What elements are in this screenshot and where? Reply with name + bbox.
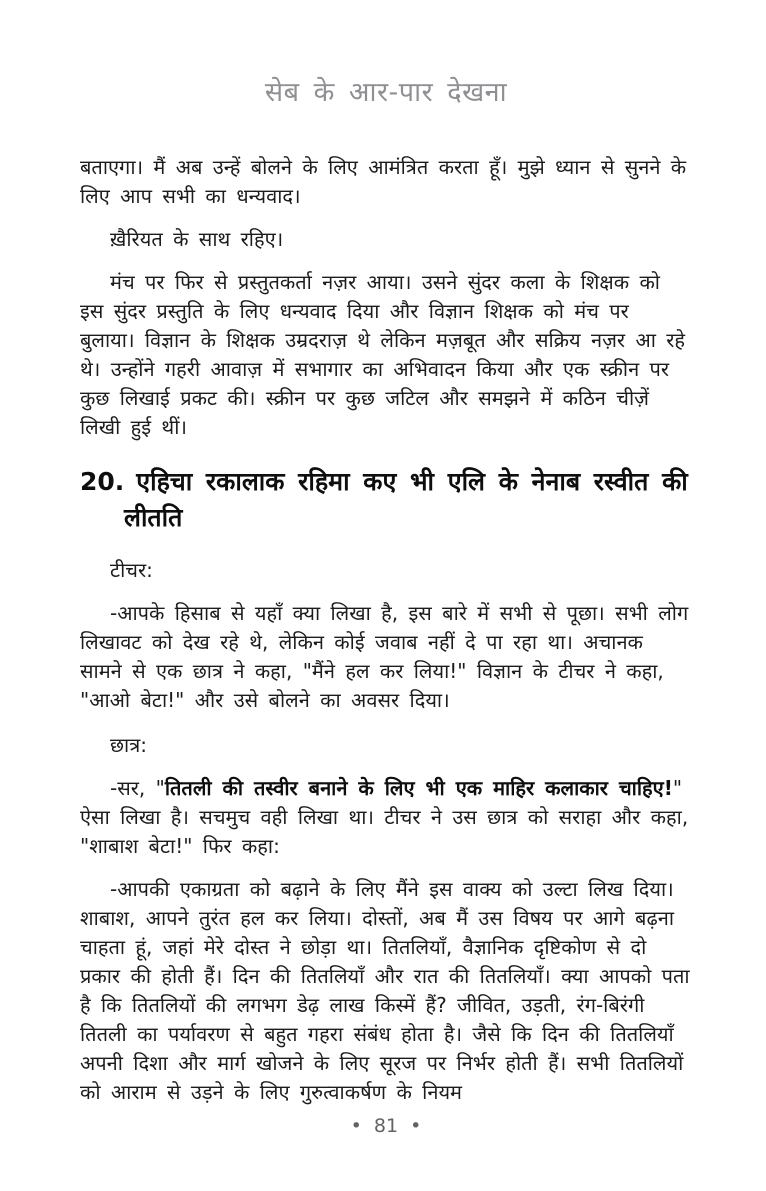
- running-header-title: सेब के आर-पार देखना: [264, 77, 508, 108]
- student-speech-suffix: " ऐसा लिखा है। सचमुच वही लिखा था। टीचर ने उस छात्र को सराहा और कहा, "शाबाश बेटा!" फिर कहा:: [80, 776, 689, 858]
- paragraph-stage-scene: मंच पर फिर से प्रस्तुतकर्ता नज़र आया। उसने सुंदर कला के शिक्षक को इस सुंदर प्रस्तुति के लिए धन्यवाद दिया और विज्ञान शिक्षक को मंच पर बुलाया। विज्ञान के शिक्षक उम्रदराज़ थे लेकिन मज़बूत और सक्रिय नज़र आ रहे थे। उन्होंने गहरी आवाज़ में सभागार का अभिवादन किया और एक स्क्रीन पर कुछ लिखाई प्रकट की। स्क्रीन पर कुछ जटिल और समझने में कठिन चीज़ें लिखी हुई थीं।: [80, 270, 686, 439]
- chapter-title: एहिचा रकालाक रहिमा कए भी एलि के नेनाब रस्वीत की लीतति: [124, 467, 688, 532]
- page-number: • 81 •: [350, 1115, 422, 1137]
- paragraph-farewell: ख़ैरियत के साथ रहिए।: [110, 227, 284, 251]
- paragraph-student-speech: [80, 774, 692, 861]
- speaker-label-teacher: टीचर:: [110, 558, 153, 582]
- student-speech-prefix: -सर, ": [110, 776, 165, 800]
- chapter-heading: [80, 464, 692, 536]
- paragraph-continuation: बताएगा। मैं अब उन्हें बोलने के लिए आमंत्रित करता हूँ। मुझे ध्यान से सुनने के लिए आप सभी का धन्यवाद।: [80, 155, 687, 208]
- paragraph-teacher-speech: -आपके हिसाब से यहाँ क्या लिखा है, इस बारे में सभी से पूछा। सभी लोग लिखावट को देख रहे थे, लेकिन कोई जवाब नहीं दे पा रहा था। अचानक सामने से एक छात्र ने कहा, "मैंने हल कर लिया!" विज्ञान के टीचर ने कहा, "आओ बेटा!" और उसे बोलने का अवसर दिया।: [80, 601, 689, 712]
- paragraph-teacher-explanation: -आपकी एकाग्रता को बढ़ाने के लिए मैंने इस वाक्य को उल्टा लिख दिया। शाबाश, आपने तुरंत हल कर लिया। दोस्तों, अब मैं उस विषय पर आगे बढ़ना चाहता हूं, जहां मेरे दोस्त ने छोड़ा था। तितलियाँ, वैज्ञानिक दृष्टिकोण से दो प्रकार की होती हैं। दिन की तितलियाँ और रात की तितलियाँ। क्या आपको पता है कि तितलियों की लगभग डेढ़ लाख किस्में हैं? जीवित, उड़ती, रंग-बिरंगी तितली का पर्यावरण से बहुत गहरा संबंध होता है। जैसे कि दिन की तितलियाँ अपनी दिशा और मार्ग खोजने के लिए सूरज पर निर्भर होती हैं। सभी तितलियों को आराम से उड़ने के लिए गुरुत्वाकर्षण के नियम: [80, 877, 690, 1104]
- chapter-number: 20.: [80, 467, 125, 496]
- speaker-label-student: छात्र:: [110, 733, 147, 757]
- student-speech-bold-quote: तितली की तस्वीर बनाने के लिए भी एक माहिर कलाकार चाहिए!: [164, 776, 673, 800]
